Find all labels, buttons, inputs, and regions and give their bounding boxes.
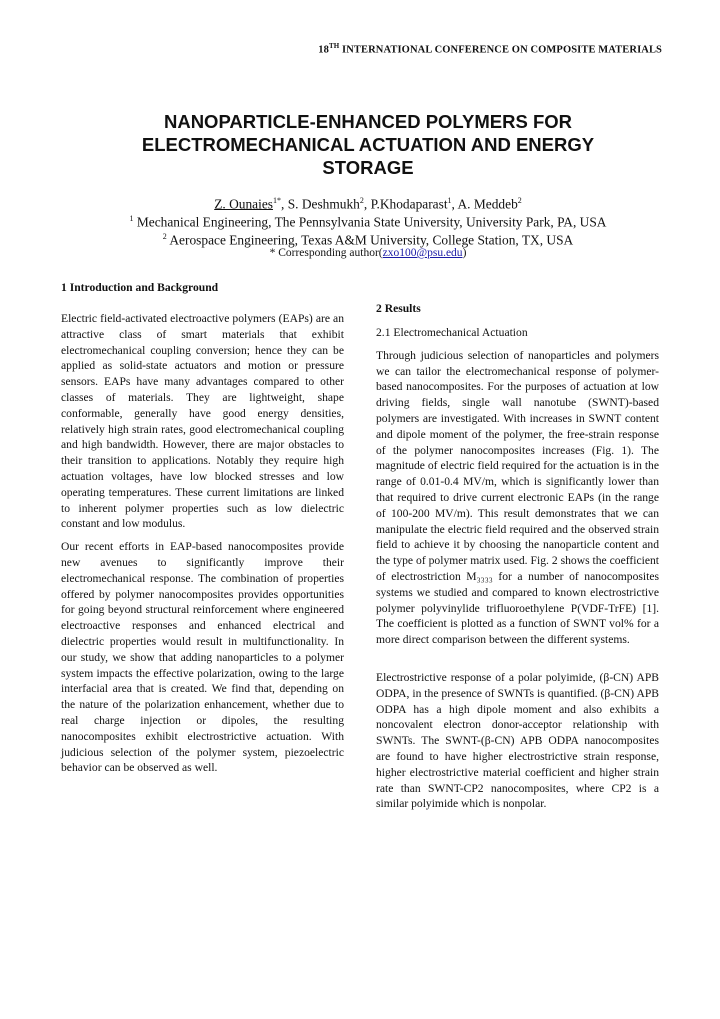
affiliation-sup: 1 [129,214,134,223]
affiliation-text: Aerospace Engineering, Texas A&M University, College Station, TX, USA [166,232,574,248]
paper-title: NANOPARTICLE-ENHANCED POLYMERS FOR ELECTROMECHANICAL ACTUATION AND ENERGY STORAGE [141,111,595,178]
corresponding-author [0,246,720,260]
section-heading: 1 Introduction and Background [61,281,219,294]
conference-header [0,42,662,56]
author-sup: 2 [359,196,364,205]
subsection-heading: 2.1 Electromechanical Actuation [376,326,528,339]
author-sep: , [280,196,288,212]
header-text: INTERNATIONAL CONFERENCE ON COMPOSITE MATERIALS [339,44,662,56]
corresponding-prefix: * Corresponding author( [269,247,383,259]
affiliation-text: Mechanical Engineering, The Pennsylvania State University, University Park, PA, USA [133,214,607,230]
body-paragraph: Electric field-activated electroactive polymers (EAPs) are an attractive class of smart materials that exhibit electromechanical coupling conversion; hence they can be applied as solid-state actuators and motion or pressure sensors. EAPs have many advantages compared to other classes of materials. They are lightweight, shape conformable, generally have good energy densities, relatively high strain rates, good electromechanical coupling and high bandwidth. However, there are major obstacles to their transition to applications. Notably they require high actuation voltages, have low blocked stresses and low operating temperatures. These current limitations are linked to inherent polymer properties such as low dielectric constant and low modulus. [61,312,344,531]
corresponding-suffix: ) [462,247,467,259]
header-number: 18 [318,44,329,56]
email-link[interactable]: zxo100@psu.edu [382,247,463,259]
author-name: Z. Ounaies [214,196,273,212]
author-sup: 2 [517,196,522,205]
author-sup: 1* [272,196,281,205]
affiliation-sup: 2 [162,232,167,241]
body-paragraph: Through judicious selection of nanoparticles and polymers we can tailor the electromechanical response of polymer-based nanocomposites. For the purposes of actuation at low driving fields, single wall nanotube (SWNT)-based polymers are investigated. With increases in SWNT content and dipole moment of the polymer, the free-strain response of the polymer nanocomposites increases (Fig. 1). The magnitude of electric field required for the actuation is in the range of 0.01-0.4 MV/m, which is significantly lower than that required to drive current electronic EAPs (in the range of 100-200 MV/m). This result demonstrates that we can manipulate the electric field required and the observed strain field to achieve it by choosing the nanoparticle content and the type of polymer matrix used. Fig. 2 shows the coefficient of electrostriction M₃₃₃₃ for a number of nanocomposites systems we studied and compared to known electrostrictive polymer polyvinylide trifluoroethylene P(VDF-TrFE) [1]. The coefficient is plotted as a function of SWNT vol% for a more direct comparison between the different systems. [376,348,659,647]
body-paragraph: Our recent efforts in EAP-based nanocomposites provide new avenues to significantly improve their electromechanical response. The combination of properties offered by polymer nanocomposites provides opportunities for going beyond structural reinforcement where engineered electroactive responses and enhanced electrical and dielectric properties would result in multifunctionality. In our study, we show that adding nanoparticles to a polymer system impacts the effective polarization, owing to the large interfacial area that is created. We find that, depending on the nature of the polarization enhancement, whether due to real charge injection or dipoles, the resulting nanocomposites exhibit electrostrictive actuation. With judicious selection of the polymer system, piezoelectric behavior can be observed as well. [61,540,344,775]
author-sep: , [363,196,371,212]
section-heading: 2 Results [376,302,421,315]
author-name: S. Deshmukh [287,196,360,212]
author-sep: , [451,196,458,212]
right-column [376,301,659,812]
left-column [61,280,344,776]
body-paragraph: Electrostrictive response of a polar polyimide, (β-CN) APB ODPA, in the presence of SWNTs is quantified. (β-CN) APB ODPA has a high dipole moment and also exhibits a noncovalent electron donor-acceptor relationship with SWNTs. The SWNT-(β-CN) APB ODPA nanocomposites are found to have higher electrostrictive strain response, higher electrostrictive material coefficient and higher strain rate than SWNT-CP2 nanocomposites, where CP2 is a similar polyimide which is nonpolar. [376,670,659,811]
header-suffix: TH [329,42,340,50]
author-name: P.Khodaparast [370,196,448,212]
author-name: A. Meddeb [457,196,518,212]
author-sup: 1 [447,196,452,205]
